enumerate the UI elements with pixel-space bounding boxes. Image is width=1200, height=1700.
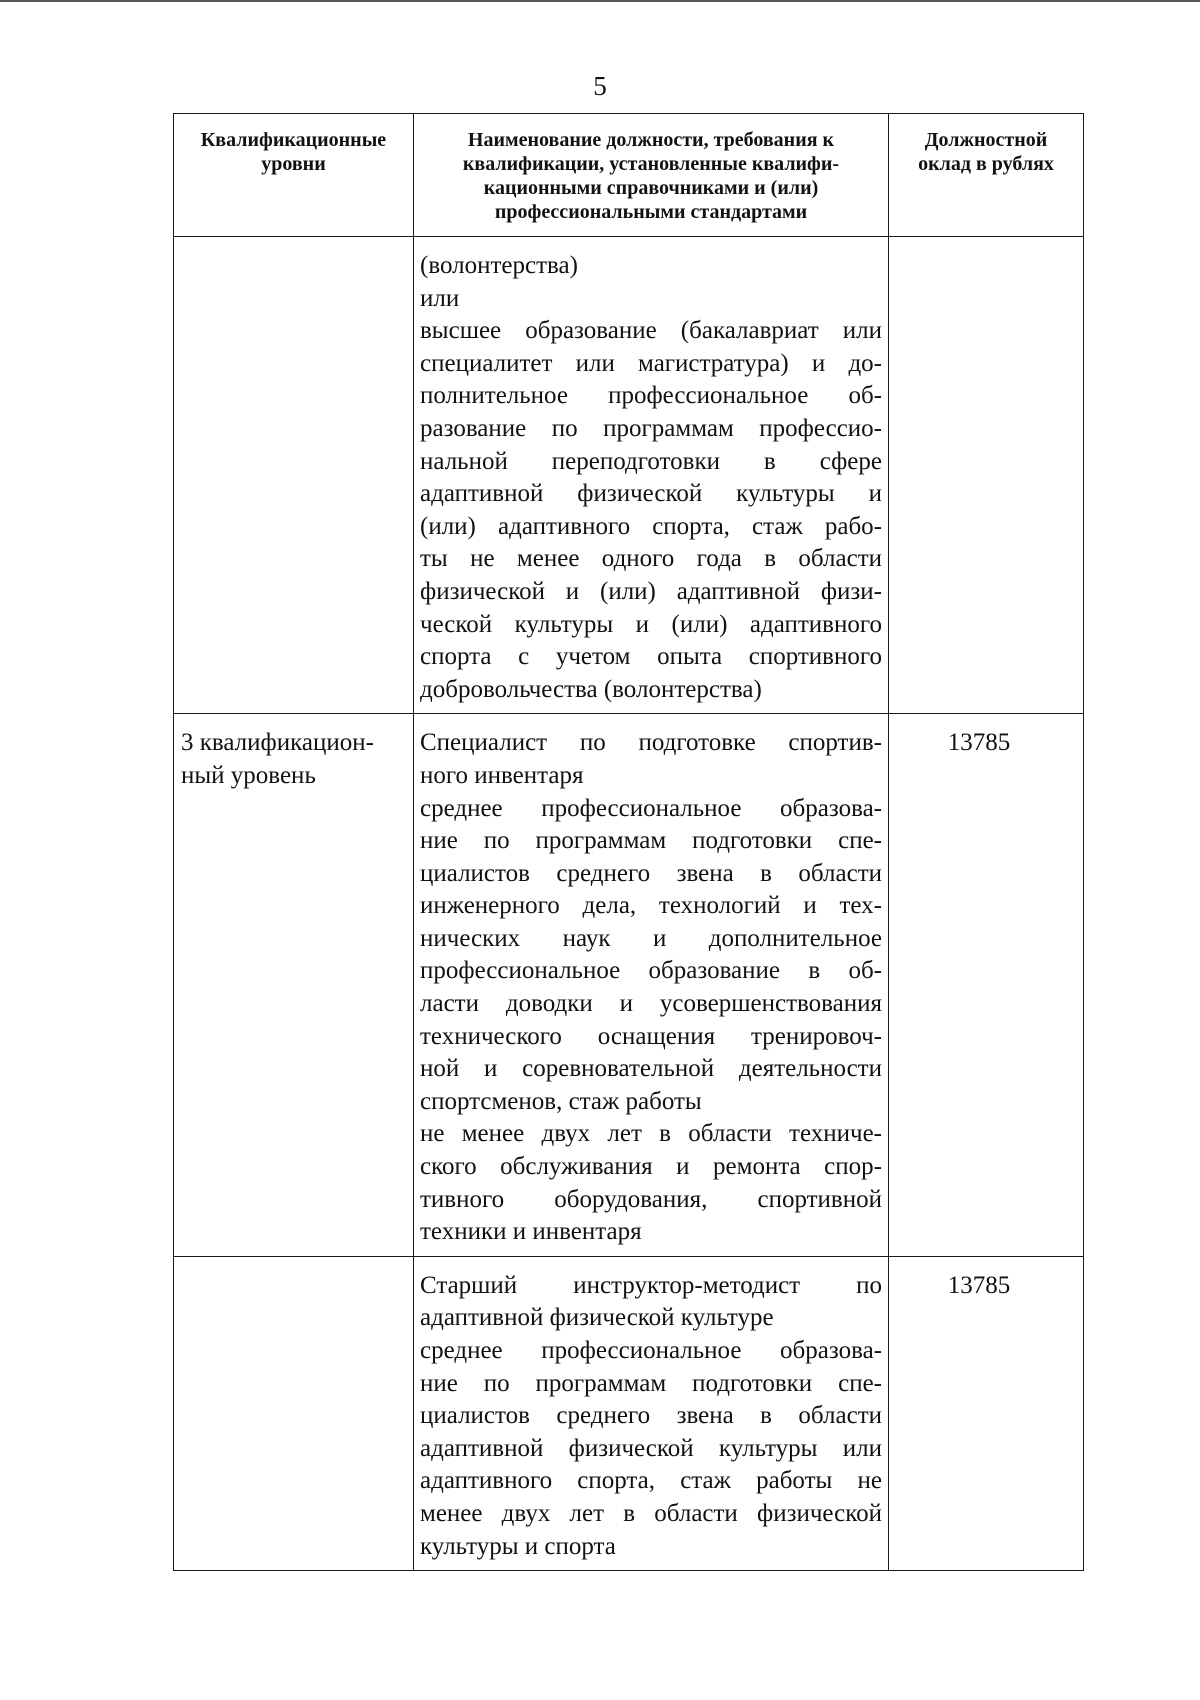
text-line: разование по программам профессио- bbox=[420, 414, 882, 442]
text-line: ный уровень bbox=[181, 761, 316, 789]
text-line: техники и инвентаря bbox=[420, 1218, 642, 1246]
text-line: среднее профессиональное образова- bbox=[420, 1337, 882, 1364]
description-cell bbox=[414, 1256, 889, 1570]
header-text-line: Квалификационные bbox=[200, 129, 387, 151]
header-text-line: квалификации, установленные квалифи- bbox=[462, 153, 840, 175]
text-line: высшее образование (бакалавриат или bbox=[420, 317, 882, 345]
text-line: спортсменов, стаж работы bbox=[420, 1087, 702, 1115]
text-line: (волонтерства) bbox=[420, 252, 578, 279]
salary-cell bbox=[889, 237, 1084, 714]
description-cell bbox=[414, 714, 889, 1257]
header-position bbox=[414, 114, 889, 237]
page-number: 5 bbox=[593, 71, 607, 101]
header-text-line: уровни bbox=[261, 153, 326, 175]
text-line: технического оснащения тренировоч- bbox=[420, 1022, 882, 1050]
text-line: или bbox=[420, 284, 460, 312]
text-line: тивного оборудования, спортивной bbox=[420, 1185, 882, 1213]
text-line: культуры и спорта bbox=[420, 1532, 616, 1560]
header-text-line: Должностной bbox=[924, 129, 1048, 151]
text-line: ного инвентаря bbox=[420, 761, 584, 789]
text-line: нических наук и дополнительное bbox=[420, 924, 882, 952]
header-text-line: Наименование должности, требования к bbox=[467, 129, 835, 151]
header-text-line: кационными справочниками и (или) bbox=[483, 177, 819, 199]
text-line: добровольчества (волонтерства) bbox=[420, 675, 762, 703]
text-line: ной и соревновательной деятельности bbox=[420, 1055, 882, 1083]
header-salary bbox=[889, 114, 1084, 237]
text-line: адаптивной физической культуры или bbox=[420, 1434, 882, 1462]
text-line: среднее профессиональное образова- bbox=[420, 794, 882, 822]
text-line: циалистов среднего звена в области bbox=[420, 1402, 882, 1430]
text-line: ского обслуживания и ремонта спор- bbox=[420, 1153, 882, 1181]
text-line: профессиональное образование в об- bbox=[420, 957, 882, 985]
text-line: адаптивной физической культуре bbox=[420, 1304, 774, 1332]
header-levels bbox=[174, 114, 414, 237]
level-cell bbox=[174, 237, 414, 714]
text-line: нальной переподготовки в сфере bbox=[420, 447, 882, 475]
level-cell bbox=[174, 1256, 414, 1570]
text-line: Старший инструктор-методист по bbox=[420, 1271, 882, 1299]
description-cell bbox=[414, 237, 889, 714]
text-line: ласти доводки и усовершенствования bbox=[420, 990, 882, 1018]
text-line: ты не менее одного года в области bbox=[420, 545, 882, 573]
text-line: ческой культуры и (или) адаптивного bbox=[420, 610, 882, 638]
text-line: циалистов среднего звена в области bbox=[420, 859, 882, 887]
qualification-table bbox=[173, 113, 1084, 1571]
text-line: полнительное профессиональное об- bbox=[420, 382, 882, 410]
text-line: (или) адаптивного спорта, стаж рабо- bbox=[420, 512, 882, 540]
table-row bbox=[174, 1256, 1084, 1570]
header-text-line: оклад в рублях bbox=[918, 153, 1054, 175]
salary-cell: 13785 bbox=[889, 714, 1084, 1257]
text-line: ние по программам подготовки спе- bbox=[420, 827, 882, 855]
text-line: менее двух лет в области физической bbox=[420, 1499, 882, 1527]
text-line: адаптивной физической культуры и bbox=[420, 480, 882, 508]
salary-cell: 13785 bbox=[889, 1256, 1084, 1570]
table-row bbox=[174, 237, 1084, 714]
text-line: Специалист по подготовке спортив- bbox=[420, 729, 882, 757]
table-row bbox=[174, 714, 1084, 1257]
header-text-line: профессиональными стандартами bbox=[494, 201, 808, 223]
text-line: инженерного дела, технологий и тех- bbox=[420, 892, 882, 920]
top-border-line bbox=[0, 0, 1200, 2]
text-line: специалитет или магистратура) и до- bbox=[420, 349, 882, 377]
text-line: не менее двух лет в области техниче- bbox=[420, 1120, 882, 1148]
table-header-row bbox=[174, 114, 1084, 237]
text-line: адаптивного спорта, стаж работы не bbox=[420, 1467, 882, 1495]
level-cell bbox=[174, 714, 414, 1257]
text-line: физической и (или) адаптивной физи- bbox=[420, 577, 882, 605]
text-line: 3 квалификацион- bbox=[181, 729, 374, 757]
text-line: ние по программам подготовки спе- bbox=[420, 1369, 882, 1397]
text-line: спорта с учетом опыта спортивного bbox=[420, 643, 882, 671]
